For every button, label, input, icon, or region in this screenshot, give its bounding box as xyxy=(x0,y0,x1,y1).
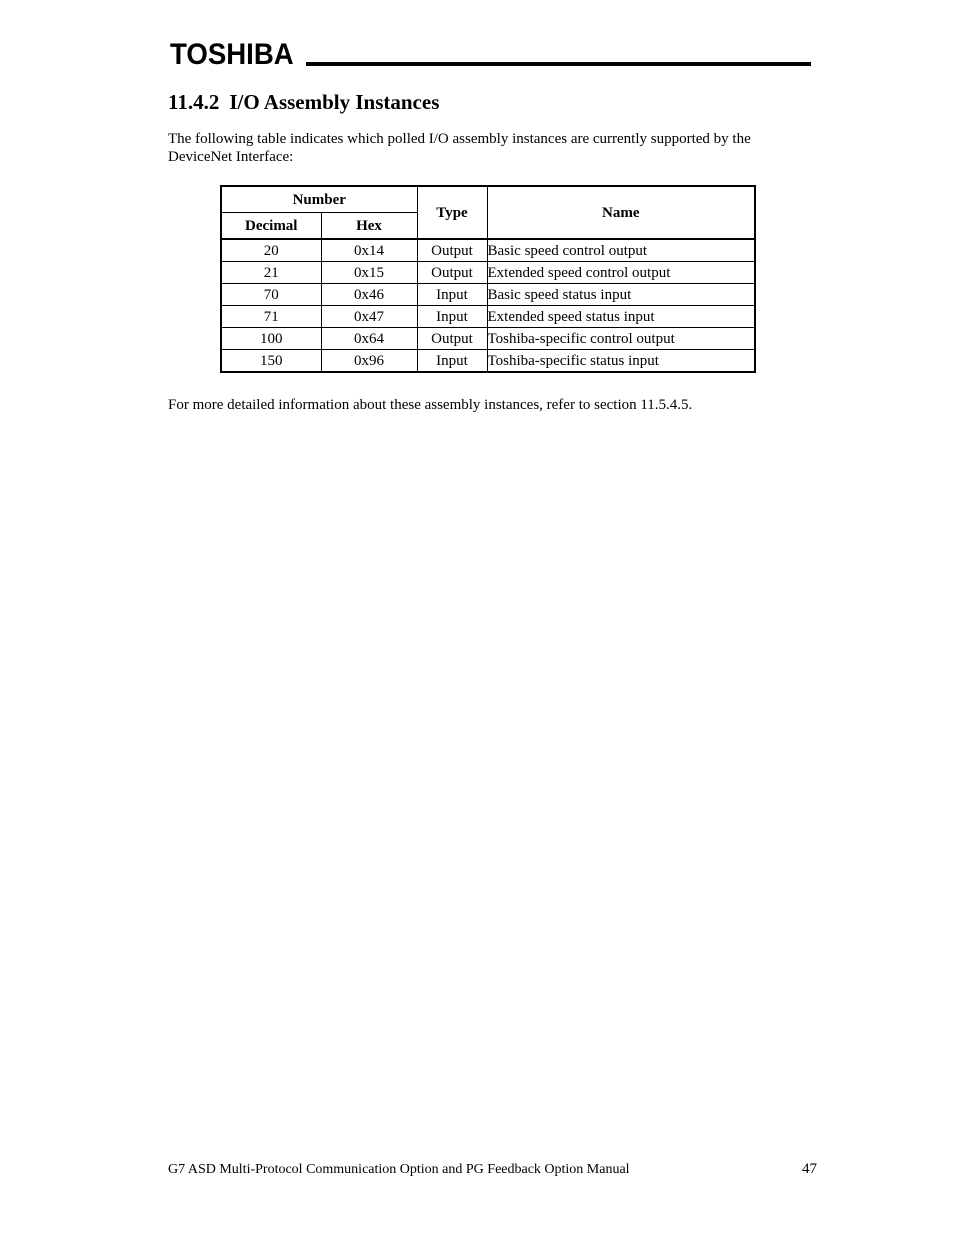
name-header: Name xyxy=(487,186,755,239)
page-number: 47 xyxy=(802,1161,817,1177)
decimal-cell: 20 xyxy=(221,239,321,262)
type-cell: Output xyxy=(417,328,487,350)
name-cell: Toshiba-specific status input xyxy=(487,350,755,373)
page-header xyxy=(170,40,812,70)
decimal-cell: 21 xyxy=(221,262,321,284)
hex-cell: 0x47 xyxy=(321,306,417,328)
table-row xyxy=(221,328,755,350)
reference-paragraph: For more detailed information about these assembly instances, refer to section 11.5.4.5. xyxy=(168,397,693,413)
type-cell: Output xyxy=(417,262,487,284)
type-header: Type xyxy=(417,186,487,239)
section-heading xyxy=(168,90,439,115)
hex-cell: 0x14 xyxy=(321,239,417,262)
name-cell: Basic speed status input xyxy=(487,284,755,306)
type-cell: Input xyxy=(417,306,487,328)
table-row xyxy=(221,284,755,306)
section-title: I/O Assembly Instances xyxy=(229,90,440,114)
name-cell: Toshiba-specific control output xyxy=(487,328,755,350)
table-row xyxy=(221,306,755,328)
header-rule xyxy=(306,62,811,66)
decimal-cell: 150 xyxy=(221,350,321,373)
footer-manual-title: G7 ASD Multi-Protocol Communication Option and PG Feedback Option Manual xyxy=(168,1162,630,1177)
number-group-header: Number xyxy=(221,186,417,213)
toshiba-logo: TOSHIBA xyxy=(170,38,294,71)
decimal-cell: 70 xyxy=(221,284,321,306)
hex-cell: 0x15 xyxy=(321,262,417,284)
assembly-instances-table xyxy=(220,185,756,373)
name-cell: Extended speed status input xyxy=(487,306,755,328)
hex-cell: 0x46 xyxy=(321,284,417,306)
name-cell: Extended speed control output xyxy=(487,262,755,284)
section-number: 11.4.2 xyxy=(168,90,220,114)
decimal-cell: 100 xyxy=(221,328,321,350)
hex-cell: 0x64 xyxy=(321,328,417,350)
hex-cell: 0x96 xyxy=(321,350,417,373)
hex-header: Hex xyxy=(321,213,417,240)
type-cell: Output xyxy=(417,239,487,262)
intro-paragraph: The following table indicates which polled I/O assembly instances are currently supported by the DeviceNet Interface: xyxy=(168,131,751,165)
type-cell: Input xyxy=(417,350,487,373)
decimal-cell: 71 xyxy=(221,306,321,328)
table-row xyxy=(221,239,755,262)
table-row xyxy=(221,350,755,373)
type-cell: Input xyxy=(417,284,487,306)
name-cell: Basic speed control output xyxy=(487,239,755,262)
decimal-header: Decimal xyxy=(221,213,321,240)
table-row xyxy=(221,262,755,284)
